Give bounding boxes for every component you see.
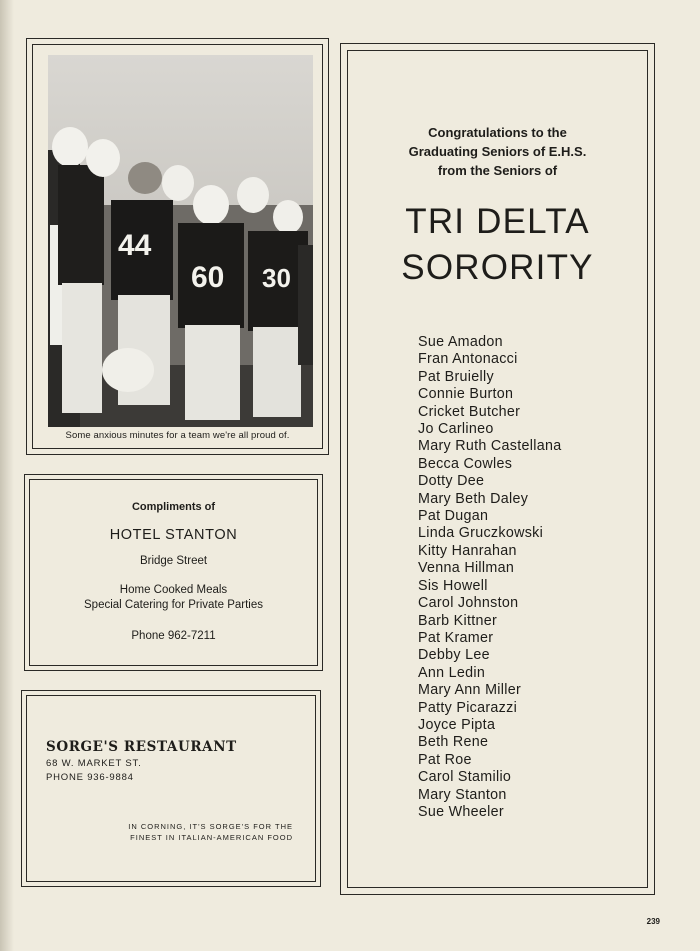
football-team-photo bbox=[48, 55, 313, 427]
congrats-line-1: Congratulations to the bbox=[428, 125, 567, 140]
member-name: Cricket Butcher bbox=[418, 403, 521, 420]
compliments-of: Compliments of bbox=[131, 501, 216, 513]
member-name: Sue Amadon bbox=[418, 334, 503, 350]
hotel-street: Bridge Street bbox=[139, 555, 208, 567]
member-name: Fran Antonacci bbox=[418, 351, 518, 368]
restaurant-phone: PHONE 936-9884 bbox=[46, 772, 134, 783]
jersey-number-30: 30 bbox=[262, 263, 291, 293]
title-line-2: SORORITY bbox=[401, 248, 594, 287]
hotel-phone: Phone 962-7211 bbox=[131, 630, 216, 642]
member-name: Dotty Dee bbox=[418, 473, 485, 490]
member-name: Mary Stanton bbox=[418, 786, 507, 803]
jersey-number-44: 44 bbox=[118, 229, 152, 262]
member-name: Pat Kramer bbox=[418, 629, 494, 646]
jersey-number-60: 60 bbox=[191, 261, 225, 294]
hotel-line-1: Home Cooked Meals bbox=[119, 584, 228, 596]
photo-panel bbox=[26, 38, 329, 455]
restaurant-slogan-line-1: IN CORNING, IT'S SORGE'S FOR THE bbox=[128, 822, 293, 831]
tri-delta-panel bbox=[340, 43, 655, 895]
member-name: Kitty Hanrahan bbox=[418, 542, 517, 559]
restaurant-address: 68 W. MARKET ST. bbox=[46, 758, 142, 769]
congratulations-message bbox=[348, 123, 647, 180]
page-number: 239 bbox=[646, 917, 660, 926]
member-name: Mary Beth Daley bbox=[418, 490, 529, 507]
member-name: Sue Wheeler bbox=[418, 803, 504, 820]
congrats-line-2: Graduating Seniors of E.H.S. bbox=[408, 144, 587, 159]
member-name: Pat Bruielly bbox=[418, 368, 494, 385]
member-name: Barb Kittner bbox=[418, 612, 498, 629]
member-name: Pat Roe bbox=[418, 751, 472, 768]
member-name: Carol Johnston bbox=[418, 595, 519, 612]
congrats-line-3: from the Seniors of bbox=[437, 163, 558, 178]
restaurant-slogan-line-2: FINEST IN ITALIAN-AMERICAN FOOD bbox=[130, 833, 293, 842]
football-players-illustration bbox=[48, 55, 313, 427]
member-name: Carol Stamilio bbox=[418, 769, 512, 786]
hotel-line-2: Special Catering for Private Parties bbox=[84, 599, 263, 611]
member-name: Mary Ruth Castellana bbox=[418, 438, 562, 455]
member-list bbox=[418, 334, 561, 821]
member-name: Ann Ledin bbox=[418, 664, 486, 681]
member-name: Jo Carlineo bbox=[418, 421, 494, 438]
sorority-title bbox=[348, 199, 647, 291]
sorges-restaurant-ad bbox=[21, 690, 321, 887]
member-name: Patty Picarazzi bbox=[418, 699, 518, 716]
member-name: Becca Cowles bbox=[418, 455, 513, 472]
hotel-stanton-ad bbox=[24, 474, 323, 671]
member-name: Mary Ann Miller bbox=[418, 682, 522, 699]
member-name: Sis Howell bbox=[418, 577, 488, 594]
binding-shadow bbox=[0, 0, 14, 951]
member-name: Beth Rene bbox=[418, 734, 489, 751]
title-line-1: TRI DELTA bbox=[405, 202, 590, 241]
member-name: Debby Lee bbox=[418, 647, 490, 664]
member-name: Pat Dugan bbox=[418, 508, 489, 525]
photo-caption: Some anxious minutes for a team we're all proud of. bbox=[65, 430, 290, 441]
member-name: Linda Gruczkowski bbox=[418, 525, 544, 542]
hotel-name: HOTEL STANTON bbox=[109, 527, 238, 543]
restaurant-name: SORGE'S RESTAURANT bbox=[46, 739, 237, 755]
member-name: Joyce Pipta bbox=[418, 716, 496, 733]
member-name: Connie Burton bbox=[418, 386, 514, 403]
member-name: Venna Hillman bbox=[418, 560, 515, 577]
